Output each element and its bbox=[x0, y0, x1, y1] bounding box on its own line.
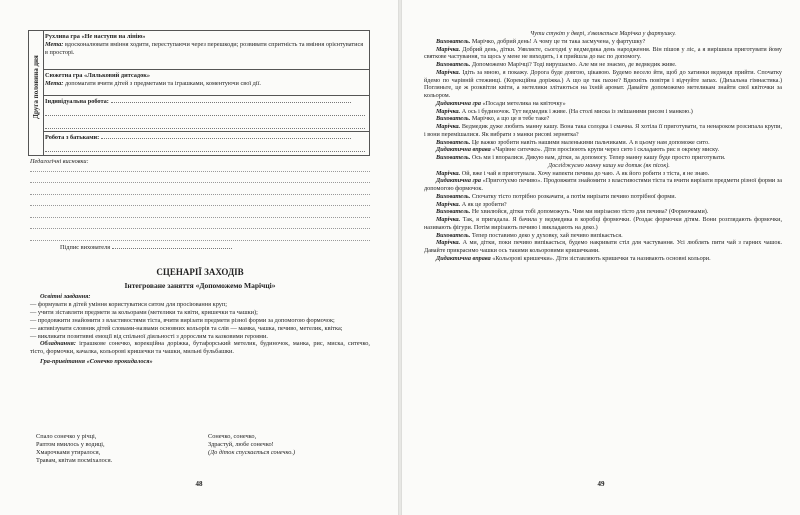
speaker-label: Марічка. bbox=[436, 239, 461, 247]
speaker-label: Вихователь. bbox=[436, 115, 471, 123]
poem-left bbox=[36, 433, 186, 465]
dialogue-text: Марічко, добрий день! А чому це ти така засмучена, у фартушку? bbox=[471, 37, 646, 45]
conclusions-lines bbox=[30, 160, 370, 241]
dialogue-text: «Приготуємо печиво». Продовжити знайомити з властивостями тіста та вчити вирізати предмети різної форми за допомогою формочок. bbox=[424, 177, 782, 192]
game2-goal-label: Мета: bbox=[45, 80, 64, 87]
dialogue-paragraph bbox=[424, 232, 782, 240]
dialogue-paragraph bbox=[424, 100, 782, 108]
dialogue-paragraph bbox=[424, 46, 782, 62]
table-side-label: Друга половина дня bbox=[32, 55, 40, 119]
poem-line: Раптом вмилось у водиці, bbox=[36, 440, 105, 448]
page-left bbox=[0, 0, 398, 515]
dialogue-text: А як це зробити? bbox=[461, 200, 507, 208]
game2-title: Сюжетна гра «Ляльковий дитсадок» bbox=[45, 72, 150, 79]
speaker-label: Марічка. bbox=[436, 107, 461, 115]
task-item: — викликати позитивні емоції від спільної діяльності з дорослим та казковими героями. bbox=[30, 332, 268, 340]
poem-stage-direction: (До діток спускається сонечко.) bbox=[208, 448, 296, 456]
speaker-label: Вихователь. bbox=[436, 37, 471, 45]
lesson-title: Інтегроване заняття «Допоможемо Марічці» bbox=[124, 281, 276, 290]
dialogue-text: Ведмедик дуже любить манну кашу. Вона така солодка і смачна. Я хотіла її приготувати, та ненароком розсипала крупи, і вони перемішалися. Як вибрати з манки рисові зернятка? bbox=[424, 123, 783, 138]
speaker-label: Марічка. bbox=[436, 123, 461, 130]
game1-goal-label: Мета: bbox=[45, 41, 64, 48]
dialogue-list bbox=[424, 38, 782, 263]
dialogue-text: «Посади метелика на квіточку» bbox=[482, 99, 566, 107]
poem-line: Сонечко, сонечко, bbox=[208, 433, 257, 440]
speaker-label: Марічка. bbox=[436, 45, 461, 53]
speaker-label: Марічка. bbox=[436, 216, 461, 223]
speaker-label: Дидактична гра bbox=[436, 99, 481, 107]
section-title: СЦЕНАРІЇ ЗАХОДІВ bbox=[156, 267, 244, 277]
dialogue-text: Ось ми і впоралися. Дякую вам, дітки, за допомогу. Тепер манну кашу буде просто приготувати. bbox=[471, 154, 726, 161]
poem-line: Здрастуй, любе сонечко! bbox=[208, 440, 274, 448]
dialogue-paragraph bbox=[424, 208, 782, 216]
dialogue-text: «Кольорові кришечки». Діти зіставляють кришечки та називають основні кольори. bbox=[492, 254, 711, 262]
dialogue-text: Спочатку тісто потрібно розкачати, а потім вирізати печиво потрібної форми. bbox=[471, 192, 677, 200]
equipment-label: Обладнання: bbox=[40, 340, 77, 348]
dialogue-text: Допоможемо Марічці? Тоді вирушаємо. Але ми не знаємо, де ведмедик живе. bbox=[471, 61, 677, 68]
game1-goal: вдосконалювати вміння ходити, переступаючи через перешкоди; розвивати спритність та вміння орієнтуватися в просторі. bbox=[45, 41, 364, 56]
dialogue-text: Марічко, а що це в тебе таке? bbox=[471, 115, 550, 123]
dialogue-text: Так, я пригадала. Я бачила у ведмедика в коробці формочки. (Роздає формочки дітям. Вони розглядають формочки, називають фігури. Потім вирізають печиво і викладають на деко.) bbox=[424, 216, 782, 231]
dialogue-paragraph bbox=[424, 201, 782, 209]
page-number-left: 48 bbox=[195, 480, 203, 488]
poem-line: Травам, квітам посміхалося. bbox=[36, 456, 113, 464]
task-item: — учити зіставляти предмети за кольорами (метелики та квіти, кришечки та чашки); bbox=[30, 308, 258, 316]
dialogue-paragraph bbox=[424, 38, 782, 46]
speaker-label: Дидактична вправа bbox=[436, 254, 491, 262]
dialogue-paragraph bbox=[424, 115, 782, 123]
speaker-label: Вихователь. bbox=[436, 154, 471, 161]
table-side-column bbox=[29, 31, 44, 155]
speaker-label: Вихователь. bbox=[436, 138, 471, 146]
dialogue-text: А ми, дітки, поки печиво випікається, будемо накривати стіл для частування. Усі люблять пити чай з гарних чашок. Давайте прикрасимо чашки ось такими кольоровими кришечками. bbox=[424, 239, 782, 254]
dialogue-text: «Чарівне ситечко». Діти просіюють крупи через сито і складають рис в окрему миску. bbox=[492, 146, 720, 154]
task-item: — формувати в дітей уміння користуватися ситом для просіювання круп; bbox=[30, 300, 228, 308]
daily-plan-table bbox=[28, 30, 370, 156]
dialogue-paragraph bbox=[424, 123, 782, 139]
dialogue-text: Не хвилюйся, дітки тобі допоможуть. Чим ми вирізаємо тісто для печива? (Формочками). bbox=[471, 208, 709, 216]
dialogue-paragraph bbox=[424, 69, 782, 100]
game2-block bbox=[45, 72, 367, 88]
speaker-label: Марічка. bbox=[436, 169, 461, 177]
poem-line: Хмарочками утиралося, bbox=[36, 448, 101, 456]
dialogue-paragraph bbox=[424, 162, 782, 170]
individual-label: Індивідуальна робота: bbox=[45, 98, 109, 105]
greeting-title: Гра-привітання «Сонечко прокидалося» bbox=[40, 358, 153, 366]
speaker-label: Марічка. bbox=[436, 68, 461, 76]
game1-title: Рухлива гра «Не наступи на лінію» bbox=[45, 33, 146, 40]
dialogue-paragraph bbox=[424, 170, 782, 178]
dialogue-text: Це важко зробити навіть нашими маленькими пальчиками. А в цьому нам допоможе сито. bbox=[471, 138, 710, 146]
dialogue-text: Добрий день, дітки. Уявляєте, сьогодні у ведмедика день народження. Він пішов у ліс, а я вирішила приготувати йому святкове частування, та щось у мене не виходить, і я прийшла до вас по допомогу. bbox=[424, 45, 782, 61]
dialogue-paragraph bbox=[424, 193, 782, 201]
dialogue-text: А ось і будиночок. Тут ведмедик і живе. (На столі миска із змішаними рисом і манкою.) bbox=[461, 107, 693, 115]
speaker-label: Марічка. bbox=[436, 200, 461, 208]
task-item: — продовжити знайомити з властивостями тіста, вчити вирізати предмети різної форми за допомогою формочок; bbox=[30, 316, 335, 324]
dialogue-paragraph bbox=[424, 108, 782, 116]
intro-stage-direction: Чути стукіт у двері, з'являється Марічка у фартушку. bbox=[530, 30, 676, 37]
individual-block bbox=[45, 98, 367, 132]
dialogue-paragraph bbox=[424, 216, 782, 232]
signature-label: Підпис вихователя bbox=[60, 244, 111, 251]
dialogue-paragraph bbox=[424, 239, 782, 255]
poem-right bbox=[208, 433, 378, 457]
dialogue-paragraph bbox=[424, 61, 782, 69]
dialogue-paragraph bbox=[424, 255, 782, 263]
parents-label: Робота з батьками: bbox=[45, 134, 100, 141]
lesson-body bbox=[30, 293, 370, 366]
speaker-label: Вихователь. bbox=[436, 231, 471, 239]
dialogue-text: Тепер поставимо деко у духовку, хай печиво випікається. bbox=[471, 231, 623, 239]
speaker-label: Вихователь. bbox=[436, 192, 471, 200]
poem-line: Спало сонечко у річці, bbox=[36, 433, 97, 440]
conclusions-label: Педагогічні висновки: bbox=[30, 158, 89, 165]
dialogue-paragraph bbox=[424, 139, 782, 147]
page-right bbox=[402, 0, 800, 515]
game2-goal: допомагати вчити дітей з предметами та іграшками, коментуючи свої дії. bbox=[64, 80, 261, 87]
dialogue-text: Ідіть за мною, я покажу. Дорога буде довгою, цікавою. Будемо весело йти, щоб до хатинки ведмедя прийти. Спочатку йдемо по чарівній стежинці. (Корекційна доріжка.) А що це так пахне? Вдихніть повітря і відчуйте запах. (Дихальна гімнастика.) Погляньте, це ж розквітли квіти, а метелики злітаються на їхній аромат. Давайте допоможемо метеликам знайти свої квіточки за кольором. bbox=[424, 68, 782, 99]
parents-block bbox=[45, 134, 367, 155]
speaker-label: Вихователь. bbox=[436, 208, 471, 216]
equipment-text: іграшкове сонечко, корекційна доріжка, бутафорський метелик, будиночок, манка, рис, миска, ситечко, тісто, формочки, качалка, кольорові кришечки та чашки, мильні бульбашки. bbox=[30, 340, 371, 356]
speaker-label: Дидактична гра bbox=[436, 177, 481, 185]
dialogue-paragraph bbox=[424, 177, 782, 193]
dialogue-text: Досліджуємо манну кашу на дотик (як пісок). bbox=[548, 161, 670, 169]
tasks-label: Освітні завдання: bbox=[40, 293, 91, 300]
page-number-right: 49 bbox=[597, 480, 605, 488]
scenario-text bbox=[424, 30, 782, 263]
dialogue-paragraph bbox=[424, 154, 782, 162]
dialogue-text: Ой, вже і чай я приготувала. Хочу напекти печива до чаю. А як його робити з тіста, я не знаю. bbox=[461, 169, 710, 177]
dialogue-paragraph bbox=[424, 146, 782, 154]
speaker-label: Дидактична вправа bbox=[436, 146, 491, 154]
task-item: — активізувати словник дітей словами-назвами основних кольорів та слів — мамка, чашка, печиво, метелик, квітка; bbox=[30, 324, 343, 332]
signature-row bbox=[60, 244, 400, 252]
game1-block bbox=[45, 33, 367, 57]
speaker-label: Вихователь. bbox=[436, 61, 471, 68]
